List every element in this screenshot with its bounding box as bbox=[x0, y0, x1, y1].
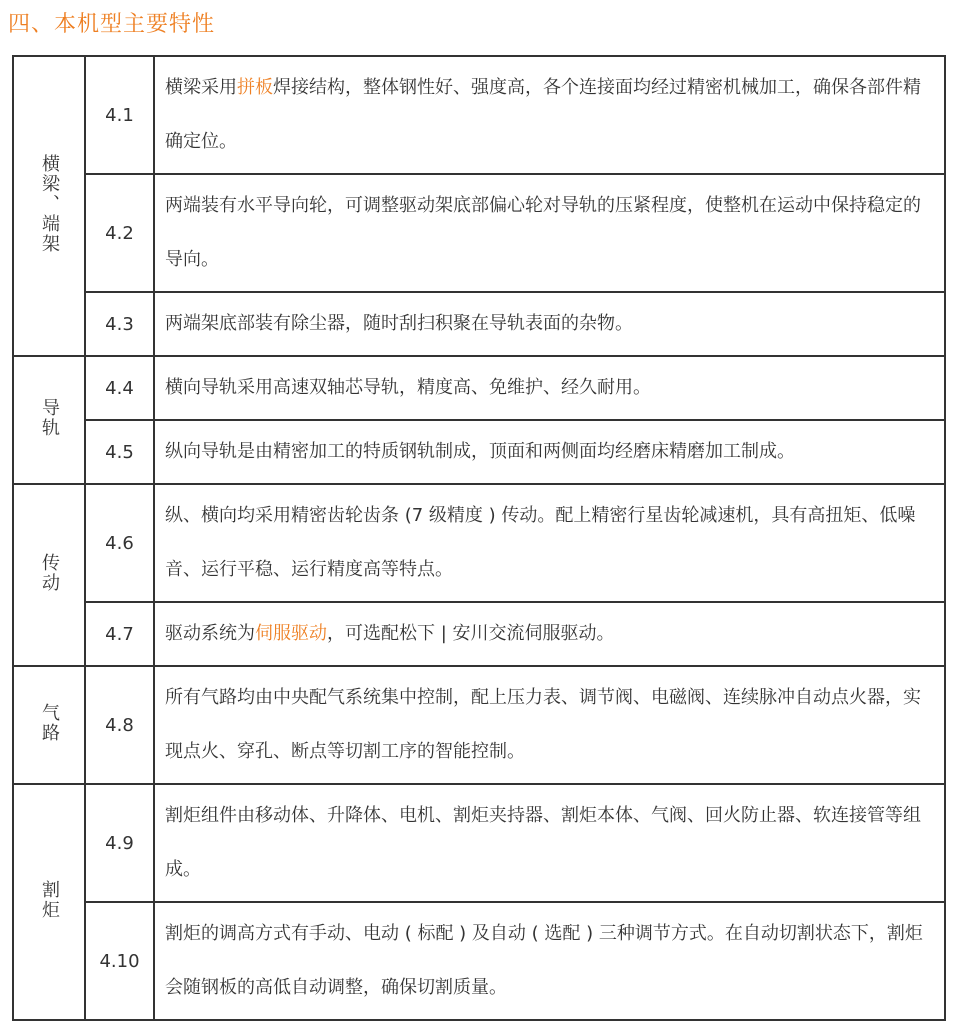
category-label: 割炬 bbox=[39, 879, 60, 920]
table-row bbox=[13, 784, 945, 902]
highlight-text: 拼板 bbox=[237, 77, 273, 98]
table-row bbox=[13, 356, 945, 420]
item-description: 两端架底部装有除尘器，随时刮扫积聚在导轨表面的杂物。 bbox=[154, 292, 945, 356]
table-row bbox=[13, 902, 945, 1020]
category-cell bbox=[13, 484, 85, 666]
category-label: 导轨 bbox=[39, 397, 60, 438]
item-number: 4.3 bbox=[85, 292, 154, 356]
item-number: 4.7 bbox=[85, 602, 154, 666]
table-row bbox=[13, 56, 945, 174]
item-description: 驱动系统为伺服驱动，可选配松下 | 安川交流伺服驱动。 bbox=[154, 602, 945, 666]
category-cell bbox=[13, 356, 85, 484]
category-cell bbox=[13, 784, 85, 1020]
item-description: 纵向导轨是由精密加工的特质钢轨制成，顶面和两侧面均经磨床精磨加工制成。 bbox=[154, 420, 945, 484]
item-number: 4.1 bbox=[85, 56, 154, 174]
item-number: 4.8 bbox=[85, 666, 154, 784]
item-number: 4.9 bbox=[85, 784, 154, 902]
item-description: 两端装有水平导向轮，可调整驱动架底部偏心轮对导轨的压紧程度，使整机在运动中保持稳定的导向。 bbox=[154, 174, 945, 292]
table-row bbox=[13, 420, 945, 484]
item-description: 割炬的调高方式有手动、电动 ( 标配 ) 及自动 ( 选配 ) 三种调节方式。在自动切割状态下，割炬会随钢板的高低自动调整，确保切割质量。 bbox=[154, 902, 945, 1020]
table-row bbox=[13, 666, 945, 784]
spec-table bbox=[12, 55, 946, 1021]
item-description: 横向导轨采用高速双轴芯导轨，精度高、免维护、经久耐用。 bbox=[154, 356, 945, 420]
table-row bbox=[13, 292, 945, 356]
category-label: 气路 bbox=[39, 702, 60, 743]
section-title: 四、本机型主要特性 bbox=[8, 12, 216, 37]
item-number: 4.5 bbox=[85, 420, 154, 484]
item-number: 4.10 bbox=[85, 902, 154, 1020]
item-description: 所有气路均由中央配气系统集中控制，配上压力表、调节阀、电磁阀、连续脉冲自动点火器，实现点火、穿孔、断点等切割工序的智能控制。 bbox=[154, 666, 945, 784]
item-number: 4.2 bbox=[85, 174, 154, 292]
item-description: 割炬组件由移动体、升降体、电机、割炬夹持器、割炬本体、气阀、回火防止器、软连接管等组成。 bbox=[154, 784, 945, 902]
category-cell bbox=[13, 56, 85, 356]
item-number: 4.6 bbox=[85, 484, 154, 602]
highlight-text: 伺服驱动 bbox=[255, 623, 327, 644]
item-number: 4.4 bbox=[85, 356, 154, 420]
table-row bbox=[13, 602, 945, 666]
category-label: 横梁、端架 bbox=[39, 153, 60, 254]
item-description: 横梁采用拼板焊接结构，整体钢性好、强度高，各个连接面均经过精密机械加工，确保各部件精确定位。 bbox=[154, 56, 945, 174]
table-row bbox=[13, 484, 945, 602]
item-description: 纵、横向均采用精密齿轮齿条 (7 级精度 ) 传动。配上精密行星齿轮减速机，具有高扭矩、低噪音、运行平稳、运行精度高等特点。 bbox=[154, 484, 945, 602]
category-cell bbox=[13, 666, 85, 784]
table-row bbox=[13, 174, 945, 292]
category-label: 传动 bbox=[39, 552, 60, 593]
